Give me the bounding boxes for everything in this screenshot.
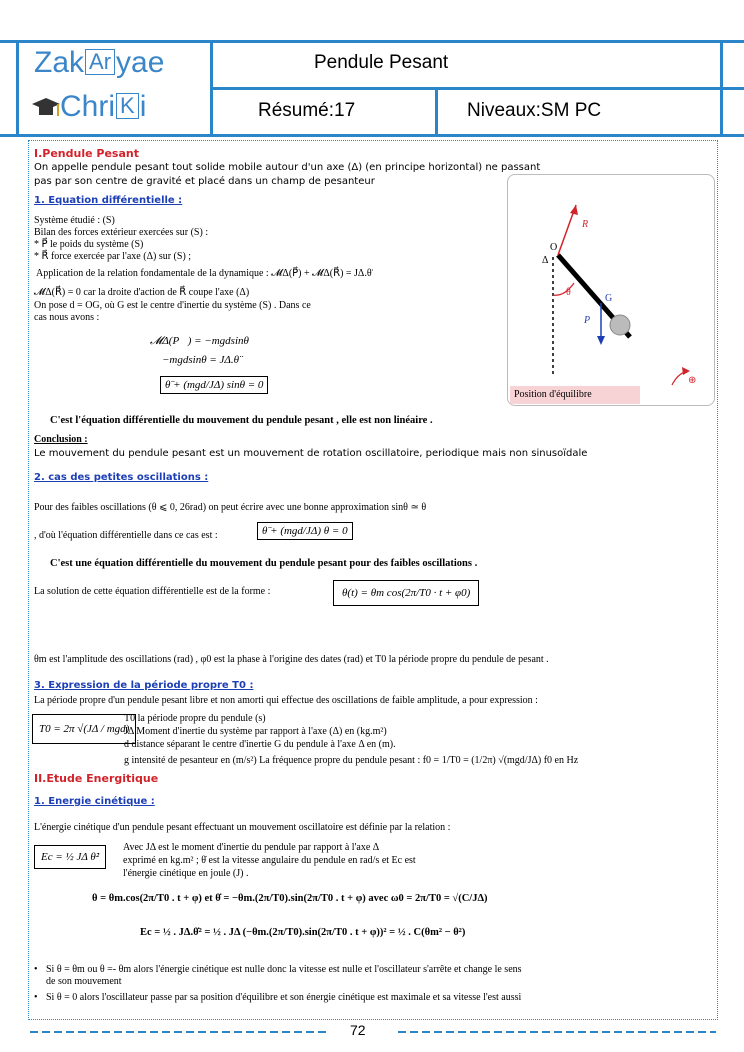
text-line: * P⃗ le poids du système (S) [34,239,144,250]
resume-label: Résumé:17 [258,100,356,121]
kinetic-intro: L'énergie cinétique d'un pendule pesant effectuant un mouvement oscillatoire est définie par la relation : [34,822,451,833]
page-title: Pendule Pesant [314,52,449,73]
subheading-kinetic [34,796,155,807]
label-delta: Δ [542,255,549,266]
niveaux-label: Niveaux:SM PC [467,100,602,121]
logo [30,44,210,134]
subheading-period-text: 3. Expression de la période propre T0 : [34,680,254,691]
section-heading-1: I.Pendule Pesant [34,147,139,160]
intro-line-1: On appelle pendule pesant tout solide mobile autour d'un axe (Δ) (en principe horizontal) ne passant [34,162,541,173]
logo-text-1: Zak [34,46,85,79]
period-desc-2: JΔ Moment d'inertie du système par rapport à l'axe (Δ) en (kg.m²) [124,726,387,737]
bullet-dot: • [34,964,38,975]
header-bottom-rule [0,134,744,137]
kinetic-equation-b: Ec = ½ . JΔ.θ̇² = ½ . JΔ (−θm.(2π/T0).sin(2π/T0 . t + φ))² = ½ . C(θm² − θ²) [140,927,466,938]
label-g: G [605,293,613,304]
text-line: * R⃗ force exercée par l'axe (Δ) sur (S) ; [34,251,192,262]
period-desc-3: d distance séparant le centre d'inertie G du pendule à l'axe Δ en (m). [124,739,396,750]
equation-differential-box: θ̈ + (mgd/JΔ) sinθ = 0 [160,376,268,394]
header-right-rule [720,40,723,137]
period-desc-1: T0 la période propre du pendule (s) [124,713,266,724]
bold-statement: C'est l'équation différentielle du mouvement du pendule pesant , elle est non linéaire . [50,415,433,426]
graduation-cap-icon [30,94,62,124]
kinetic-equation-a: θ = θm.cos(2π/T0 . t + φ) et θ̇ = −θm.(2π/T0).sin(2π/T0 . t + φ) avec ω0 = 2π/T0 = √(C/JΔ) [92,893,488,904]
subheading-small-oscillations [34,472,208,483]
period-desc-4: g intensité de pesanteur en (m/s²) La fréquence propre du pendule pesant : f0 = 1/T0 = (1/2π) √(mgd/JΔ) f0 en Hz [124,755,579,766]
intro-line-2: pas par son centre de gravité et placé dans un champ de pesanteur [34,176,375,187]
kinetic-desc-3: l'énergie cinétique en joule (J) . [123,868,249,879]
kinetic-desc-1: Avec JΔ est le moment d'inertie du pendule par rapport à l'axe Δ [123,842,380,853]
kinetic-bullet-1: Si θ = θm ou θ =- θm alors l'énergie cinétique est nulle donc la vitesse est nulle et l'oscillateur s'arrête et change le sens [46,964,522,975]
logo-text-4: i [139,90,147,123]
text-line: 𝓜Δ(R⃗) = 0 car la droite d'action de R⃗ coupe l'axe (Δ) [34,287,250,298]
kinetic-bullet-1-cont: de son mouvement [46,976,122,987]
kinetic-desc-2: exprimé en kg.m² ; θ̇ est la vitesse angulaire du pendule en rad/s et Ec est [123,855,416,866]
section-heading-2: II.Etude Energitique [34,772,159,785]
header-mid-rule [210,87,744,90]
small-osc-line-2: , d'où l'équation différentielle dans ce cas est : [34,530,218,541]
subheading-kinetic-text: 1. Energie cinétique : [34,796,155,807]
footer-rule-left [30,1031,330,1033]
equation-dynamic: −mgdsinθ = JΔ.θ̈ [162,354,240,366]
header-cell-divider [435,87,438,137]
logo-text-2: yae [116,46,165,79]
header-top-rule [0,40,744,43]
pendulum-diagram [508,175,716,407]
text-line: Système étudié : (S) [34,215,115,226]
label-theta: θ [566,287,571,298]
kinetic-bullet-2: Si θ = 0 alors l'oscillateur passe par sa position d'équilibre et son énergie cinétique est maximale et sa vitesse l'est aussi [46,992,522,1003]
page-number: 72 [350,1022,366,1038]
logo-box-2: K [116,93,139,119]
period-formula-box: T0 = 2π √(JΔ / mgd) [32,714,136,744]
header-logo-divider [210,40,213,137]
text-line: Application de la relation fondamentale de la dynamique : 𝓜Δ(P⃗) + 𝓜Δ(R⃗) = JΔ.θ̈ [36,268,372,279]
equation-moment: 𝓜Δ(P⃗) = −mgdsinθ [150,335,249,347]
logo-bottom [60,90,146,124]
label-positive-sense: ⊕ [688,375,697,386]
solution-label: La solution de cette équation différentielle est de la forme : [34,586,271,597]
logo-top [34,46,164,80]
header-left-rule [16,40,19,137]
subheading-period [34,680,253,691]
subheading-equation-text: 1. Equation différentielle : [34,195,183,206]
logo-text-3: Chri [60,90,116,123]
solution-description: θm est l'amplitude des oscillations (rad) , φ0 est la phase à l'origine des dates (rad) et T0 la période propre du pendule de pesant . [34,654,549,665]
logo-box-1: Ar [85,49,115,75]
conclusion-label: Conclusion : [34,434,88,445]
period-intro: La période propre d'un pendule pesant libre et non amorti qui effectue des oscillations de faible amplitude, a pour expression : [34,695,538,706]
conclusion-text: Le mouvement du pendule pesant est un mouvement de rotation oscillatoire, periodique mais non sinusoïdale [34,448,588,459]
subheading-small-oscillations-text: 2. cas des petites oscillations : [34,472,209,483]
solution-box: θ(t) = θm cos(2π/T0 · t + φ0) [333,580,479,606]
bullet-dot: • [34,992,38,1003]
label-o: O [550,242,558,253]
figure-caption: Position d'équilibre [510,386,640,404]
footer-rule-right [398,1031,716,1033]
small-osc-line-1: Pour des faibles oscillations (θ ⩽ 0, 26rad) on peut écrire avec une bonne approximation sinθ ≃ θ [34,502,427,513]
text-line: cas nous avons : [34,312,100,323]
kinetic-formula-box: Ec = ½ JΔ θ̇² [34,845,106,869]
text-line: On pose d = OG, où G est le centre d'inertie du système (S) . Dans ce [34,300,311,311]
equation-small-osc-box: θ̈ + (mgd/JΔ) θ = 0 [257,522,353,540]
subheading-equation [34,195,182,206]
label-r: R⃗ [582,219,596,230]
label-p: P⃗ [584,315,598,326]
text-line: Bilan des forces extérieur exercées sur (S) : [34,227,209,238]
pendulum-figure [507,174,715,406]
small-osc-bold: C'est une équation différentielle du mouvement du pendule pesant pour des faibles oscillations . [50,558,478,569]
